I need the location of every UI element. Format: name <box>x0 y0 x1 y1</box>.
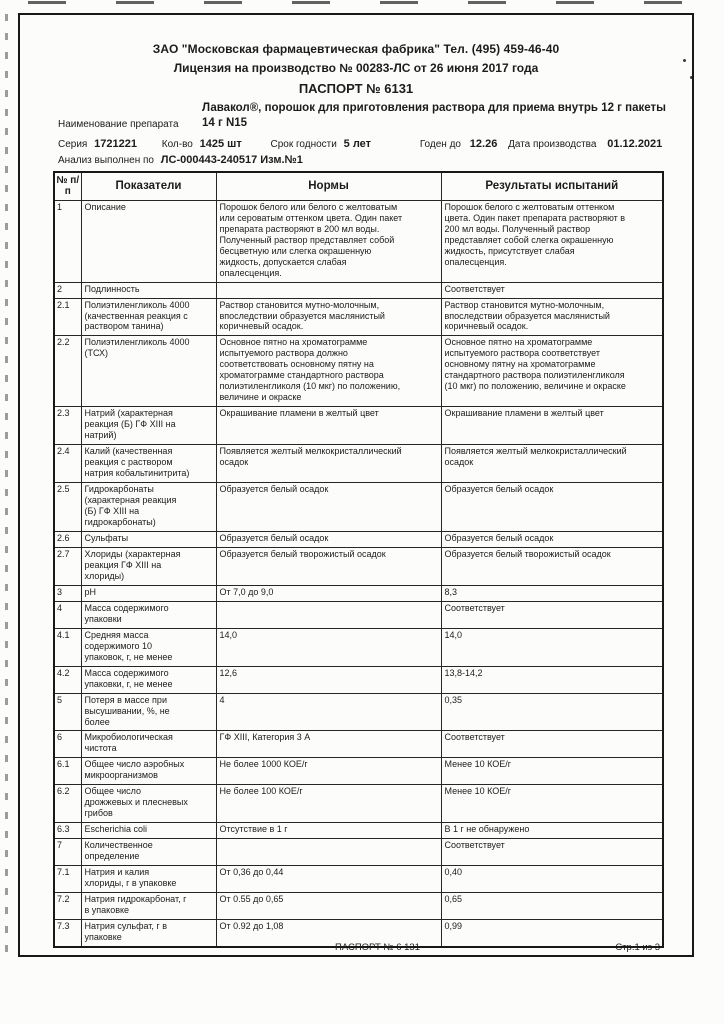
cell-norm: От 7,0 до 9,0 <box>216 585 441 601</box>
shelf-life-label: Срок годности <box>270 138 337 150</box>
analysis-label: Анализ выполнен по <box>58 154 154 166</box>
scan-artifact-top-dashes <box>28 1 718 4</box>
table-row <box>54 666 663 693</box>
cell-result: Соответствует <box>441 839 663 866</box>
table-row <box>54 200 663 282</box>
table-row <box>54 758 663 785</box>
header-result: Результаты испытаний <box>441 172 663 201</box>
quantity-label: Кол-во <box>161 138 193 150</box>
header-norm: Нормы <box>216 172 441 201</box>
drug-name-line2: 14 г N15 <box>202 116 248 129</box>
cell-norm: Не более 1000 КОЕ/г <box>216 758 441 785</box>
cell-result: Образуется белый осадок <box>441 483 663 532</box>
shelf-life-value: 5 лет <box>343 137 372 150</box>
cell-norm: Появляется желтый мелкокристаллический осадок <box>216 445 441 483</box>
cell-result: Образуется белый творожистый осадок <box>441 547 663 585</box>
cell-norm: 14,0 <box>216 628 441 666</box>
cell-norm: Окрашивание пламени в желтый цвет <box>216 407 441 445</box>
cell-indicator: Общее число аэробных микроорганизмов <box>81 758 216 785</box>
drug-name-line1: Лавакол®, порошок для приготовления раствора для приема внутрь 12 г пакеты <box>202 102 666 114</box>
cell-num: 3 <box>54 585 81 601</box>
cell-num: 7.1 <box>54 866 81 893</box>
cell-num: 4 <box>54 601 81 628</box>
cell-result: Основное пятно на хроматограмме испытуемого раствора соответствует основному пятну на хроматограмме стандартного раствора полиэтиленгликоля (10 мкг) по положению, величине и окраске <box>441 336 663 407</box>
cell-indicator: Общее число дрожжевых и плесневых грибов <box>81 785 216 823</box>
cell-norm: ГФ XIII, Категория 3 А <box>216 731 441 758</box>
cell-indicator: Полиэтиленгликоль 4000 (ТСХ) <box>81 336 216 407</box>
cell-result: 13,8-14,2 <box>441 666 663 693</box>
table-row <box>54 731 663 758</box>
cell-num: 7.3 <box>54 920 81 947</box>
passport-title: ПАСПОРТ № 6131 <box>298 81 414 96</box>
cell-norm: От 0,36 до 0,44 <box>216 866 441 893</box>
document-page-frame <box>18 13 694 957</box>
cell-indicator: Сульфаты <box>81 531 216 547</box>
cell-num: 2.7 <box>54 547 81 585</box>
drug-name-label: Наименование препарата <box>58 118 179 130</box>
cell-indicator: Масса содержимого упаковки <box>81 601 216 628</box>
cell-num: 7 <box>54 839 81 866</box>
scan-artifact-left-dashes <box>5 14 8 956</box>
results-table <box>53 171 664 948</box>
cell-indicator: Полиэтиленгликоль 4000 (качественная реакция с раствором танина) <box>81 298 216 336</box>
analysis-row <box>58 154 692 166</box>
cell-num: 5 <box>54 693 81 731</box>
cell-num: 7.2 <box>54 893 81 920</box>
table-row <box>54 785 663 823</box>
quantity-value: 1425 шт <box>199 137 242 150</box>
cell-num: 1 <box>54 200 81 282</box>
cell-result: В 1 г не обнаружено <box>441 823 663 839</box>
cell-norm: Образуется белый осадок <box>216 531 441 547</box>
header-indicator: Показатели <box>81 172 216 201</box>
table-row <box>54 601 663 628</box>
cell-result: Соответствует <box>441 282 663 298</box>
cell-result: Менее 10 КОЕ/г <box>441 785 663 823</box>
production-date-value: 01.12.2021 <box>607 137 663 150</box>
cell-result: Соответствует <box>441 601 663 628</box>
cell-indicator: Натрия и калия хлориды, г в упаковке <box>81 866 216 893</box>
cell-indicator: Описание <box>81 200 216 282</box>
results-table-body <box>54 200 663 947</box>
cell-indicator: Подлинность <box>81 282 216 298</box>
table-row <box>54 407 663 445</box>
cell-indicator: Масса содержимого упаковки, г, не менее <box>81 666 216 693</box>
cell-indicator: Натрий (характерная реакция (Б) ГФ XIII на натрий) <box>81 407 216 445</box>
table-row <box>54 693 663 731</box>
cell-result: Порошок белого с желтоватым оттенком цвета. Один пакет препарата растворяют в 200 мл воды. Полученный раствор представляет собой слегка окрашенную жидкость, присутствует слабая опалесценция. <box>441 200 663 282</box>
table-row <box>54 282 663 298</box>
cell-num: 6 <box>54 731 81 758</box>
footer-passport-ref: ПАСПОРТ № 6 131 <box>335 942 420 953</box>
series-label: Серия <box>58 138 88 150</box>
analysis-value: ЛС-000443-240517 Изм.№1 <box>160 153 303 166</box>
table-row <box>54 823 663 839</box>
cell-num: 2.4 <box>54 445 81 483</box>
cell-indicator: Escherichia coli <box>81 823 216 839</box>
cell-num: 2 <box>54 282 81 298</box>
production-date-label: Дата производства <box>508 138 597 150</box>
cell-result: Раствор становится мутно-молочным, впоследствии образуется маслянистый коричневый осадок. <box>441 298 663 336</box>
cell-norm: Не более 100 КОЕ/г <box>216 785 441 823</box>
table-row <box>54 298 663 336</box>
cell-norm: Основное пятно на хроматограмме испытуемого раствора должно соответствовать основному пятну на хроматограмме стандартного раствора полиэтиленгликоля (10 мкг) по положению, величине и окраске <box>216 336 441 407</box>
cell-num: 6.3 <box>54 823 81 839</box>
table-row <box>54 445 663 483</box>
table-row <box>54 336 663 407</box>
cell-norm <box>216 282 441 298</box>
cell-norm: Раствор становится мутно-молочным, впоследствии образуется маслянистый коричневый осадок. <box>216 298 441 336</box>
cell-indicator: pH <box>81 585 216 601</box>
table-row <box>54 628 663 666</box>
cell-indicator: Гидрокарбонаты (характерная реакция (Б) ГФ XIII на гидрокарбонаты) <box>81 483 216 532</box>
cell-result: Окрашивание пламени в желтый цвет <box>441 407 663 445</box>
cell-num: 4.1 <box>54 628 81 666</box>
cell-indicator: Натрия гидрокарбонат, г в упаковке <box>81 893 216 920</box>
table-row <box>54 531 663 547</box>
batch-info-row <box>58 138 692 150</box>
cell-norm: 4 <box>216 693 441 731</box>
table-row <box>54 585 663 601</box>
cell-indicator: Средняя масса содержимого 10 упаковок, г, не менее <box>81 628 216 666</box>
table-row <box>54 547 663 585</box>
drug-name-row <box>20 117 692 132</box>
cell-result: Образуется белый осадок <box>441 531 663 547</box>
cell-norm: От 0.55 до 0,65 <box>216 893 441 920</box>
table-row <box>54 893 663 920</box>
expiry-label: Годен до <box>419 138 461 150</box>
cell-result: 0,99 <box>441 920 663 947</box>
cell-norm: От 0.92 до 1,08 <box>216 920 441 947</box>
series-value: 1721221 <box>94 137 137 150</box>
cell-result: 0,35 <box>441 693 663 731</box>
table-header-row <box>54 172 663 201</box>
cell-num: 4.2 <box>54 666 81 693</box>
cell-num: 2.2 <box>54 336 81 407</box>
footer-page-number: Стр.1 из 3 <box>615 942 660 953</box>
cell-num: 2.3 <box>54 407 81 445</box>
cell-norm: 12,6 <box>216 666 441 693</box>
cell-result: Соответствует <box>441 731 663 758</box>
cell-indicator: Потеря в массе при высушивании, %, не более <box>81 693 216 731</box>
cell-norm <box>216 839 441 866</box>
table-row <box>54 483 663 532</box>
cell-num: 6.2 <box>54 785 81 823</box>
cell-result: Появляется желтый мелкокристаллический осадок <box>441 445 663 483</box>
cell-norm <box>216 601 441 628</box>
cell-indicator: Калий (качественная реакция с раствором натрия кобальтинитрита) <box>81 445 216 483</box>
cell-result: 0,65 <box>441 893 663 920</box>
cell-norm: Порошок белого или белого с желтоватым или сероватым оттенком цвета. Один пакет препарата растворяют в 200 мл воды. Полученный раствор представляет собой бесцветную или слегка окрашенную жидкость, допускается слабая опалесценция. <box>216 200 441 282</box>
cell-result: 14,0 <box>441 628 663 666</box>
expiry-value: 12.26 <box>469 137 498 150</box>
cell-num: 2.1 <box>54 298 81 336</box>
cell-num: 2.5 <box>54 483 81 532</box>
cell-indicator: Микробиологическая чистота <box>81 731 216 758</box>
header-num: № п/п <box>54 172 81 201</box>
table-row <box>54 866 663 893</box>
cell-result: Менее 10 КОЕ/г <box>441 758 663 785</box>
company-line: ЗАО "Московская фармацевтическая фабрика" Тел. (495) 459-46-40 <box>152 42 560 56</box>
cell-indicator: Хлориды (характерная реакция ГФ XIII на хлориды) <box>81 547 216 585</box>
cell-indicator: Натрия сульфат, г в упаковке <box>81 920 216 947</box>
cell-num: 2.6 <box>54 531 81 547</box>
cell-indicator: Количественное определение <box>81 839 216 866</box>
cell-num: 6.1 <box>54 758 81 785</box>
license-line: Лицензия на производство № 00283-ЛС от 26 июня 2017 года <box>173 61 539 75</box>
cell-norm: Образуется белый творожистый осадок <box>216 547 441 585</box>
cell-result: 8,3 <box>441 585 663 601</box>
cell-norm: Отсутствие в 1 г <box>216 823 441 839</box>
table-row <box>54 839 663 866</box>
cell-norm: Образуется белый осадок <box>216 483 441 532</box>
cell-result: 0,40 <box>441 866 663 893</box>
